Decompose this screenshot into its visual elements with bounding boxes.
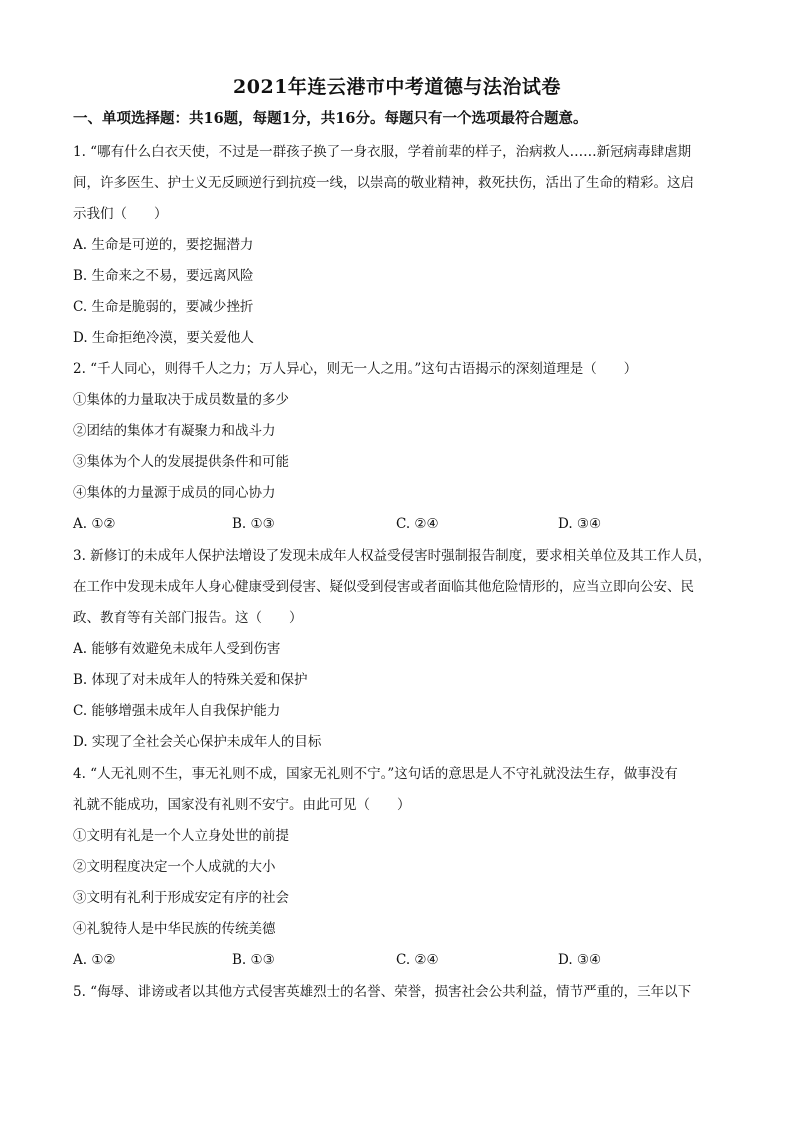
question-2-line-1: 2. “千人同心，则得千人之力；万人异心，则无一人之用。”这句古语揭示的深刻道理是（ ） bbox=[73, 361, 638, 377]
question-3-option-a: A. 能够有效避免未成年人受到伤害 bbox=[73, 641, 281, 657]
question-2-choice-b: B. ①③ bbox=[232, 516, 275, 532]
question-3-option-d: D. 实现了全社会关心保护未成年人的目标 bbox=[73, 734, 322, 750]
question-1-line-2: 间，许多医生、护士义无反顾逆行到抗疫一线，以崇高的敬业精神，救死扶伤，活出了生命的精彩。这启 bbox=[73, 175, 694, 191]
question-3-line-1: 3. 新修订的未成年人保护法增设了发现未成年人权益受侵害时强制报告制度，要求相关单位及其工作人员， bbox=[73, 548, 712, 564]
question-4-choice-d: D. ③④ bbox=[558, 952, 602, 968]
question-2-choice-c: C. ②④ bbox=[396, 516, 439, 532]
question-2-choice-a: A. ①② bbox=[73, 516, 116, 532]
question-3-line-2: 在工作中发现未成年人身心健康受到侵害、疑似受到侵害或者面临其他危险情形的，应当立即向公安、民 bbox=[73, 579, 694, 595]
question-4-line-2: 礼就不能成功，国家没有礼则不安宁。由此可见（ ） bbox=[73, 797, 411, 813]
question-5-line-1: 5. “侮辱、诽谤或者以其他方式侵害英雄烈士的名誉、荣誉，损害社会公共利益，情节严重的，三年以下 bbox=[73, 984, 692, 1000]
question-4-statement-4: ④礼貌待人是中华民族的传统美德 bbox=[73, 921, 276, 937]
question-4-choice-b: B. ①③ bbox=[232, 952, 275, 968]
question-4-statement-1: ①文明有礼是一个人立身处世的前提 bbox=[73, 828, 289, 844]
question-2-statement-4: ④集体的力量源于成员的同心协力 bbox=[73, 485, 276, 501]
question-1-option-d: D. 生命拒绝冷漠，要关爱他人 bbox=[73, 330, 254, 346]
question-1-option-a: A. 生命是可逆的，要挖掘潜力 bbox=[73, 237, 254, 253]
question-1-line-1: 1. “哪有什么白衣天使，不过是一群孩子换了一身衣服，学着前辈的样子，治病救人……新冠病毒肆虐期 bbox=[73, 144, 692, 160]
question-4-choice-a: A. ①② bbox=[73, 952, 116, 968]
question-2-statement-2: ②团结的集体才有凝聚力和战斗力 bbox=[73, 423, 276, 439]
question-1-line-3: 示我们（ ） bbox=[73, 206, 168, 222]
question-2-statement-1: ①集体的力量取决于成员数量的多少 bbox=[73, 392, 289, 408]
question-2-statement-3: ③集体为个人的发展提供条件和可能 bbox=[73, 454, 289, 470]
section-heading: 一、单项选择题：共16题，每题1分，共16分。每题只有一个选项最符合题意。 bbox=[73, 110, 588, 127]
question-3-line-3: 政、教育等有关部门报告。这（ ） bbox=[73, 610, 303, 626]
question-4-statement-3: ③文明有礼利于形成安定有序的社会 bbox=[73, 890, 289, 906]
exam-title: 2021年连云港市中考道德与法治试卷 bbox=[233, 76, 561, 98]
question-3-option-b: B. 体现了对未成年人的特殊关爱和保护 bbox=[73, 672, 308, 688]
question-2-choice-d: D. ③④ bbox=[558, 516, 602, 532]
question-4-line-1: 4. “人无礼则不生，事无礼则不成，国家无礼则不宁。”这句话的意思是人不守礼就没法生存，做事没有 bbox=[73, 766, 678, 782]
question-4-statement-2: ②文明程度决定一个人成就的大小 bbox=[73, 859, 276, 875]
question-4-choice-c: C. ②④ bbox=[396, 952, 439, 968]
question-3-option-c: C. 能够增强未成年人自我保护能力 bbox=[73, 703, 281, 719]
question-1-option-b: B. 生命来之不易，要远离风险 bbox=[73, 268, 254, 284]
question-1-option-c: C. 生命是脆弱的，要减少挫折 bbox=[73, 299, 254, 315]
